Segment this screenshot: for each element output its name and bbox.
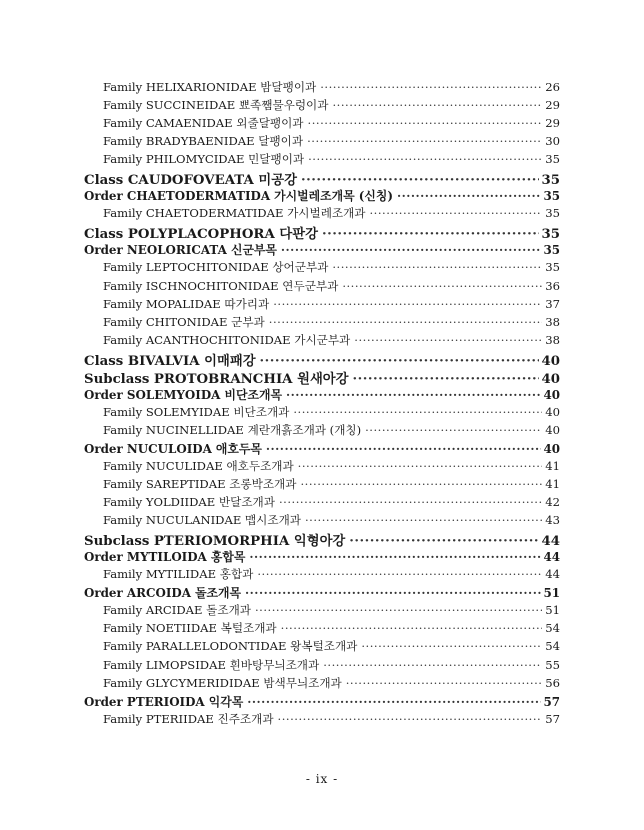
toc-entry-page-number: 57 bbox=[543, 694, 560, 709]
toc-entry-family bbox=[84, 151, 560, 169]
toc-entry-page-number: 54 bbox=[545, 621, 560, 636]
table-of-contents bbox=[84, 79, 560, 729]
toc-entry-title: Subclass PROTOBRANCHIA 원새아강 bbox=[84, 371, 349, 387]
toc-entry-family bbox=[84, 476, 560, 494]
dot-leader bbox=[323, 658, 542, 672]
toc-entry-title: Order MYTILOIDA 홍합목 bbox=[84, 550, 246, 565]
dot-leader bbox=[397, 189, 541, 203]
toc-entry-order bbox=[84, 241, 560, 259]
dot-leader bbox=[247, 695, 541, 709]
toc-entry-family bbox=[84, 205, 560, 223]
toc-entry-title: Family LIMOPSIDAE 흰바탕무늬조개과 bbox=[103, 657, 320, 672]
toc-entry-family bbox=[84, 638, 560, 656]
toc-entry-page-number: 40 bbox=[545, 422, 560, 437]
toc-entry-family bbox=[84, 512, 560, 530]
dot-leader bbox=[332, 98, 542, 112]
dot-leader bbox=[365, 423, 542, 437]
dot-leader bbox=[245, 586, 541, 600]
toc-entry-family bbox=[84, 675, 560, 693]
toc-entry-title: Family PTERIIDAE 진주조개과 bbox=[103, 711, 274, 726]
toc-entry-page-number: 41 bbox=[545, 458, 560, 473]
dot-leader bbox=[281, 621, 542, 635]
toc-entry-page-number: 54 bbox=[545, 639, 560, 654]
dot-leader bbox=[361, 639, 542, 653]
toc-entry-page-number: 26 bbox=[545, 80, 560, 94]
dot-leader bbox=[308, 116, 542, 130]
toc-entry-family bbox=[84, 97, 560, 115]
toc-entry-title: Order PTERIOIDA 익각목 bbox=[84, 694, 244, 709]
toc-entry-order bbox=[84, 548, 560, 566]
toc-entry-family bbox=[84, 657, 560, 675]
toc-entry-page-number: 44 bbox=[545, 567, 560, 582]
dot-leader bbox=[332, 260, 542, 274]
page-number-footer: - ix - bbox=[305, 772, 339, 786]
toc-entry-page-number: 35 bbox=[545, 152, 560, 167]
toc-entry-title: Subclass PTERIOMORPHIA 익형아강 bbox=[84, 534, 346, 550]
toc-entry-page-number: 40 bbox=[543, 441, 560, 456]
toc-entry-page-number: 36 bbox=[545, 278, 560, 293]
toc-entry-title: Order NUCULOIDA 애호두목 bbox=[84, 441, 262, 456]
toc-entry-title: Family PHILOMYCIDAE 민달팽이과 bbox=[103, 152, 305, 167]
toc-entry-family bbox=[84, 404, 560, 422]
dot-leader bbox=[301, 173, 540, 188]
toc-entry-page-number: 43 bbox=[545, 513, 560, 528]
toc-entry-title: Order SOLEMYOIDA 비단조개목 bbox=[84, 387, 282, 402]
toc-entry-page-number: 51 bbox=[545, 603, 560, 618]
toc-entry-title: Family SOLEMYIDAE 비단조개과 bbox=[103, 404, 290, 419]
toc-entry-family bbox=[84, 422, 560, 440]
dot-leader bbox=[281, 243, 542, 257]
toc-entry-subclass bbox=[84, 530, 560, 548]
toc-entry-page-number: 41 bbox=[545, 477, 560, 492]
toc-entry-title: Family ARCIDAE 돌조개과 bbox=[103, 603, 251, 618]
toc-entry-family bbox=[84, 259, 560, 277]
toc-entry-title: Order NEOLORICATA 신군부목 bbox=[84, 243, 277, 258]
toc-entry-class bbox=[84, 223, 560, 241]
dot-leader bbox=[298, 459, 542, 473]
toc-entry-title: Class POLYPLACOPHORA 다판강 bbox=[84, 227, 318, 243]
toc-entry-title: Family CHAETODERMATIDAE 가시벌레조개과 bbox=[103, 206, 366, 221]
dot-leader bbox=[354, 333, 542, 347]
dot-leader bbox=[249, 550, 541, 564]
toc-entry-family bbox=[84, 278, 560, 296]
toc-entry-page-number: 44 bbox=[541, 534, 560, 550]
toc-entry-title: Class CAUDOFOVEATA 미공강 bbox=[84, 173, 297, 189]
dot-leader bbox=[260, 354, 540, 369]
toc-entry-page-number: 40 bbox=[541, 353, 560, 369]
toc-entry-family bbox=[84, 494, 560, 512]
toc-entry-page-number: 35 bbox=[545, 206, 560, 221]
toc-entry-family bbox=[84, 296, 560, 314]
toc-entry-family bbox=[84, 79, 560, 97]
toc-entry-page-number: 40 bbox=[543, 387, 560, 402]
toc-entry-title: Order ARCOIDA 돌조개목 bbox=[84, 586, 242, 601]
dot-leader bbox=[255, 603, 542, 617]
dot-leader bbox=[266, 442, 542, 456]
toc-entry-page-number: 35 bbox=[543, 189, 560, 204]
dot-leader bbox=[307, 134, 542, 148]
toc-entry-page-number: 40 bbox=[545, 404, 560, 419]
toc-entry-title: Class BIVALVIA 이매패강 bbox=[84, 353, 256, 369]
dot-leader bbox=[370, 206, 543, 220]
dot-leader bbox=[273, 297, 542, 311]
toc-entry-order bbox=[84, 693, 560, 711]
toc-entry-family bbox=[84, 602, 560, 620]
toc-entry-order bbox=[84, 584, 560, 602]
toc-entry-subclass bbox=[84, 368, 560, 386]
toc-entry-title: Family NUCULIDAE 애호두조개과 bbox=[103, 458, 294, 473]
toc-entry-family bbox=[84, 620, 560, 638]
toc-entry-page-number: 35 bbox=[543, 243, 560, 258]
dot-leader bbox=[353, 372, 540, 387]
toc-entry-title: Family NUCINELLIDAE 계란개흙조개과 (개칭) bbox=[103, 422, 362, 437]
toc-entry-family bbox=[84, 115, 560, 133]
toc-entry-page-number: 38 bbox=[545, 314, 560, 329]
toc-entry-order bbox=[84, 386, 560, 404]
toc-entry-title: Family LEPTOCHITONIDAE 상어군부과 bbox=[103, 260, 329, 275]
dot-leader bbox=[349, 534, 539, 549]
toc-entry-order bbox=[84, 187, 560, 205]
toc-entry-title: Family MOPALIDAE 따가리과 bbox=[103, 296, 270, 311]
toc-entry-class bbox=[84, 169, 560, 187]
toc-entry-page-number: 40 bbox=[541, 371, 560, 387]
toc-entry-family bbox=[84, 314, 560, 332]
toc-entry-family bbox=[84, 332, 560, 350]
toc-entry-title: Family SAREPTIDAE 조롱박조개과 bbox=[103, 477, 297, 492]
toc-entry-page-number: 44 bbox=[543, 550, 560, 565]
toc-entry-family bbox=[84, 458, 560, 476]
toc-entry-title: Family CAMAENIDAE 외줄달팽이과 bbox=[103, 116, 304, 131]
toc-entry-title: Family HELIXARIONIDAE 밤달팽이과 bbox=[103, 80, 317, 94]
dot-leader bbox=[342, 279, 542, 293]
dot-leader bbox=[305, 513, 542, 527]
toc-entry-title: Family MYTILIDAE 홍합과 bbox=[103, 567, 254, 582]
toc-entry-title: Order CHAETODERMATIDA 가시벌레조개목 (신칭) bbox=[84, 189, 393, 204]
toc-entry-title: Family GLYCYMERIDIDAE 밤색무늬조개과 bbox=[103, 675, 342, 690]
dot-leader bbox=[300, 477, 542, 491]
dot-leader bbox=[279, 495, 542, 509]
dot-leader bbox=[293, 405, 542, 419]
toc-entry-page-number: 35 bbox=[541, 227, 560, 243]
dot-leader bbox=[320, 80, 542, 94]
toc-entry-title: Family SUCCINEIDAE 뾰족쨈물우렁이과 bbox=[103, 98, 329, 113]
toc-entry-page-number: 29 bbox=[545, 116, 560, 131]
toc-entry-title: Family NOETIIDAE 복털조개과 bbox=[103, 621, 277, 636]
toc-entry-page-number: 57 bbox=[545, 711, 560, 726]
toc-entry-page-number: 56 bbox=[545, 675, 560, 690]
dot-leader bbox=[308, 152, 542, 166]
toc-entry-title: Family ACANTHOCHITONIDAE 가시군부과 bbox=[103, 332, 351, 347]
toc-entry-page-number: 35 bbox=[541, 173, 560, 189]
toc-entry-order bbox=[84, 440, 560, 458]
toc-entry-page-number: 37 bbox=[545, 296, 560, 311]
dot-leader bbox=[257, 567, 542, 581]
dot-leader bbox=[346, 676, 542, 690]
dot-leader bbox=[278, 712, 542, 726]
toc-entry-class bbox=[84, 350, 560, 368]
toc-entry-page-number: 51 bbox=[543, 586, 560, 601]
toc-entry-family bbox=[84, 133, 560, 151]
toc-entry-title: Family PARALLELODONTIDAE 왕복털조개과 bbox=[103, 639, 358, 654]
toc-entry-family bbox=[84, 566, 560, 584]
toc-entry-page-number: 38 bbox=[545, 332, 560, 347]
toc-entry-page-number: 30 bbox=[545, 134, 560, 149]
toc-entry-title: Family ISCHNOCHITONIDAE 연두군부과 bbox=[103, 278, 339, 293]
dot-leader bbox=[322, 227, 540, 242]
dot-leader bbox=[286, 388, 541, 402]
toc-entry-page-number: 29 bbox=[545, 98, 560, 113]
toc-entry-title: Family BRADYBAENIDAE 달팽이과 bbox=[103, 134, 304, 149]
toc-entry-title: Family YOLDIIDAE 반달조개과 bbox=[103, 495, 275, 510]
toc-entry-page-number: 55 bbox=[545, 657, 560, 672]
dot-leader bbox=[269, 315, 542, 329]
toc-entry-title: Family NUCULANIDAE 맵시조개과 bbox=[103, 513, 301, 528]
toc-entry-family bbox=[84, 711, 560, 729]
toc-entry-page-number: 35 bbox=[545, 260, 560, 275]
toc-entry-title: Family CHITONIDAE 군부과 bbox=[103, 314, 265, 329]
toc-entry-page-number: 42 bbox=[545, 495, 560, 510]
